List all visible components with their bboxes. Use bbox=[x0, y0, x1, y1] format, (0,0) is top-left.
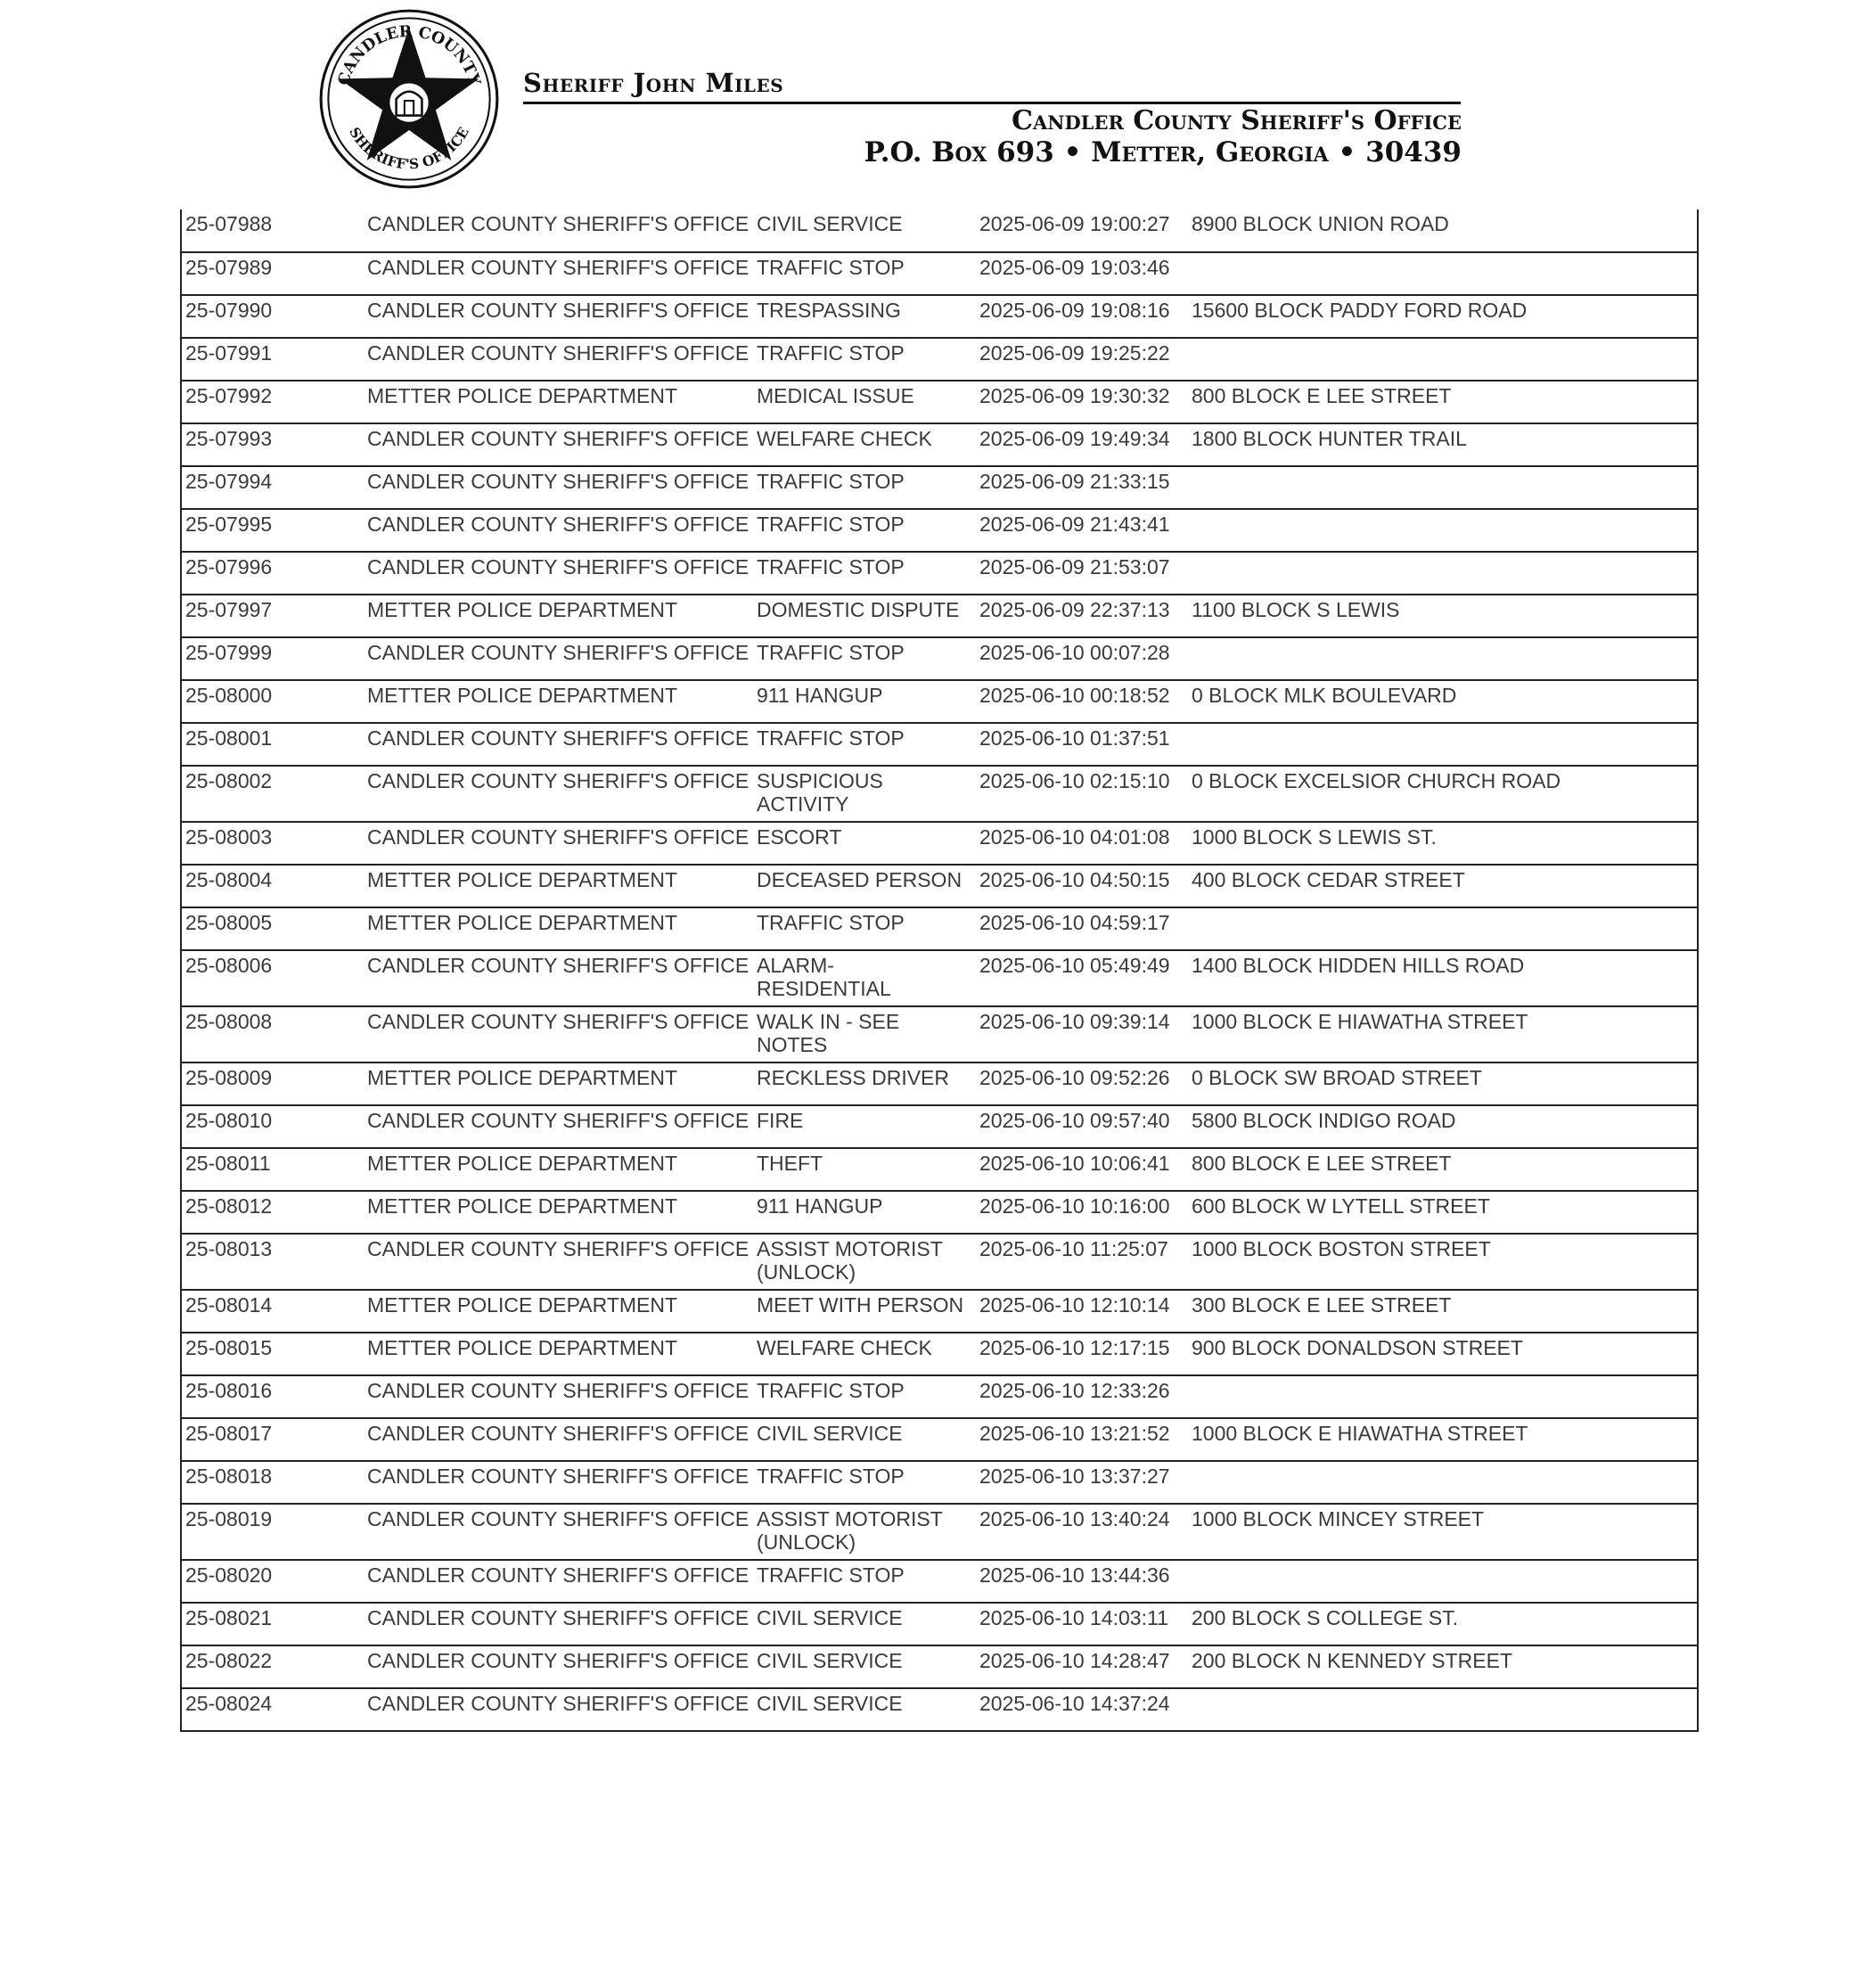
agency-cell: CANDLER COUNTY SHERIFF'S OFFICE bbox=[364, 209, 753, 252]
table-row bbox=[181, 1063, 1698, 1105]
office-name: Candler County Sheriff's Office bbox=[1012, 105, 1462, 136]
call-id-cell: 25-07990 bbox=[181, 295, 364, 338]
call-datetime-cell: 2025-06-10 13:44:36 bbox=[976, 1560, 1188, 1603]
agency-cell: CANDLER COUNTY SHERIFF'S OFFICE bbox=[364, 1461, 753, 1504]
call-id-cell: 25-08000 bbox=[181, 680, 364, 723]
call-type-cell: MEET WITH PERSON bbox=[753, 1290, 976, 1333]
office-address: P.O. Box 693 • Metter, Georgia • 30439 bbox=[864, 136, 1462, 168]
call-datetime-cell: 2025-06-10 04:50:15 bbox=[976, 865, 1188, 907]
table-row bbox=[181, 637, 1698, 680]
call-type-cell: DOMESTIC DISPUTE bbox=[753, 595, 976, 637]
call-location-cell: 800 BLOCK E LEE STREET bbox=[1188, 381, 1698, 423]
call-datetime-cell: 2025-06-10 10:06:41 bbox=[976, 1148, 1188, 1191]
call-datetime-cell: 2025-06-10 04:01:08 bbox=[976, 822, 1188, 865]
call-location-cell: 900 BLOCK DONALDSON STREET bbox=[1188, 1333, 1698, 1375]
call-id-cell: 25-07995 bbox=[181, 509, 364, 552]
table-row bbox=[181, 1560, 1698, 1603]
agency-cell: METTER POLICE DEPARTMENT bbox=[364, 680, 753, 723]
table-row bbox=[181, 1418, 1698, 1461]
agency-cell: METTER POLICE DEPARTMENT bbox=[364, 1290, 753, 1333]
call-type-cell: WALK IN - SEE NOTES bbox=[753, 1006, 976, 1063]
call-type-cell: TRAFFIC STOP bbox=[753, 1461, 976, 1504]
call-location-cell: 1000 BLOCK E HIAWATHA STREET bbox=[1188, 1006, 1698, 1063]
call-id-cell: 25-08013 bbox=[181, 1234, 364, 1290]
call-datetime-cell: 2025-06-10 10:16:00 bbox=[976, 1191, 1188, 1234]
call-type-cell: TRAFFIC STOP bbox=[753, 338, 976, 381]
call-datetime-cell: 2025-06-09 21:43:41 bbox=[976, 509, 1188, 552]
call-type-cell: THEFT bbox=[753, 1148, 976, 1191]
call-id-cell: 25-07997 bbox=[181, 595, 364, 637]
call-id-cell: 25-08002 bbox=[181, 766, 364, 822]
table-row bbox=[181, 865, 1698, 907]
call-datetime-cell: 2025-06-10 12:33:26 bbox=[976, 1375, 1188, 1418]
call-location-cell: 1400 BLOCK HIDDEN HILLS ROAD bbox=[1188, 950, 1698, 1006]
call-datetime-cell: 2025-06-10 09:39:14 bbox=[976, 1006, 1188, 1063]
agency-cell: CANDLER COUNTY SHERIFF'S OFFICE bbox=[364, 552, 753, 595]
agency-cell: CANDLER COUNTY SHERIFF'S OFFICE bbox=[364, 423, 753, 466]
call-type-cell: TRAFFIC STOP bbox=[753, 637, 976, 680]
agency-cell: CANDLER COUNTY SHERIFF'S OFFICE bbox=[364, 822, 753, 865]
agency-cell: CANDLER COUNTY SHERIFF'S OFFICE bbox=[364, 466, 753, 509]
call-datetime-cell: 2025-06-10 13:37:27 bbox=[976, 1461, 1188, 1504]
call-id-cell: 25-08017 bbox=[181, 1418, 364, 1461]
call-type-cell: TRAFFIC STOP bbox=[753, 907, 976, 950]
call-type-cell: 911 HANGUP bbox=[753, 1191, 976, 1234]
call-type-cell: CIVIL SERVICE bbox=[753, 1603, 976, 1645]
call-location-cell bbox=[1188, 1375, 1698, 1418]
call-type-cell: ASSIST MOTORIST (UNLOCK) bbox=[753, 1504, 976, 1560]
call-datetime-cell: 2025-06-10 04:59:17 bbox=[976, 907, 1188, 950]
call-id-cell: 25-08012 bbox=[181, 1191, 364, 1234]
table-row bbox=[181, 381, 1698, 423]
call-datetime-cell: 2025-06-10 00:18:52 bbox=[976, 680, 1188, 723]
call-type-cell: TRAFFIC STOP bbox=[753, 552, 976, 595]
call-id-cell: 25-08022 bbox=[181, 1645, 364, 1688]
call-log-body bbox=[181, 209, 1698, 1731]
table-row bbox=[181, 1148, 1698, 1191]
call-location-cell bbox=[1188, 338, 1698, 381]
call-location-cell: 1000 BLOCK BOSTON STREET bbox=[1188, 1234, 1698, 1290]
sheriff-star-seal bbox=[317, 7, 501, 191]
call-datetime-cell: 2025-06-09 19:03:46 bbox=[976, 252, 1188, 295]
table-row bbox=[181, 423, 1698, 466]
call-datetime-cell: 2025-06-09 19:00:27 bbox=[976, 209, 1188, 252]
table-row bbox=[181, 1234, 1698, 1290]
table-row bbox=[181, 680, 1698, 723]
table-row bbox=[181, 1105, 1698, 1148]
call-type-cell: TRAFFIC STOP bbox=[753, 466, 976, 509]
agency-cell: METTER POLICE DEPARTMENT bbox=[364, 595, 753, 637]
agency-cell: CANDLER COUNTY SHERIFF'S OFFICE bbox=[364, 1560, 753, 1603]
agency-cell: CANDLER COUNTY SHERIFF'S OFFICE bbox=[364, 1375, 753, 1418]
call-id-cell: 25-08005 bbox=[181, 907, 364, 950]
table-row bbox=[181, 252, 1698, 295]
table-row bbox=[181, 1006, 1698, 1063]
call-id-cell: 25-08021 bbox=[181, 1603, 364, 1645]
call-type-cell: TRESPASSING bbox=[753, 295, 976, 338]
call-id-cell: 25-08018 bbox=[181, 1461, 364, 1504]
call-location-cell: 800 BLOCK E LEE STREET bbox=[1188, 1148, 1698, 1191]
agency-cell: CANDLER COUNTY SHERIFF'S OFFICE bbox=[364, 1504, 753, 1560]
agency-cell: CANDLER COUNTY SHERIFF'S OFFICE bbox=[364, 252, 753, 295]
call-type-cell: TRAFFIC STOP bbox=[753, 1375, 976, 1418]
call-datetime-cell: 2025-06-10 05:49:49 bbox=[976, 950, 1188, 1006]
call-id-cell: 25-07994 bbox=[181, 466, 364, 509]
call-id-cell: 25-07996 bbox=[181, 552, 364, 595]
call-location-cell: 400 BLOCK CEDAR STREET bbox=[1188, 865, 1698, 907]
agency-cell: METTER POLICE DEPARTMENT bbox=[364, 1148, 753, 1191]
call-datetime-cell: 2025-06-09 21:33:15 bbox=[976, 466, 1188, 509]
sheriff-name: Sheriff John Miles bbox=[523, 68, 784, 98]
call-location-cell: 600 BLOCK W LYTELL STREET bbox=[1188, 1191, 1698, 1234]
table-row bbox=[181, 209, 1698, 252]
call-type-cell: SUSPICIOUS ACTIVITY bbox=[753, 766, 976, 822]
table-row bbox=[181, 338, 1698, 381]
agency-cell: CANDLER COUNTY SHERIFF'S OFFICE bbox=[364, 1006, 753, 1063]
call-location-cell bbox=[1188, 907, 1698, 950]
seal-bottom-text: SHERIFF'S OFFICE bbox=[346, 124, 472, 173]
call-datetime-cell: 2025-06-09 19:25:22 bbox=[976, 338, 1188, 381]
agency-cell: CANDLER COUNTY SHERIFF'S OFFICE bbox=[364, 509, 753, 552]
call-id-cell: 25-08008 bbox=[181, 1006, 364, 1063]
call-location-cell: 300 BLOCK E LEE STREET bbox=[1188, 1290, 1698, 1333]
call-datetime-cell: 2025-06-10 11:25:07 bbox=[976, 1234, 1188, 1290]
call-type-cell: TRAFFIC STOP bbox=[753, 509, 976, 552]
call-id-cell: 25-07988 bbox=[181, 209, 364, 252]
call-location-cell: 0 BLOCK MLK BOULEVARD bbox=[1188, 680, 1698, 723]
table-row bbox=[181, 1688, 1698, 1731]
call-id-cell: 25-08003 bbox=[181, 822, 364, 865]
table-row bbox=[181, 723, 1698, 766]
call-id-cell: 25-08024 bbox=[181, 1688, 364, 1731]
table-row bbox=[181, 1461, 1698, 1504]
call-location-cell bbox=[1188, 252, 1698, 295]
call-type-cell: CIVIL SERVICE bbox=[753, 1418, 976, 1461]
call-datetime-cell: 2025-06-10 01:37:51 bbox=[976, 723, 1188, 766]
call-type-cell: TRAFFIC STOP bbox=[753, 252, 976, 295]
call-id-cell: 25-08010 bbox=[181, 1105, 364, 1148]
table-row bbox=[181, 552, 1698, 595]
call-datetime-cell: 2025-06-10 14:28:47 bbox=[976, 1645, 1188, 1688]
agency-cell: METTER POLICE DEPARTMENT bbox=[364, 381, 753, 423]
call-type-cell: WELFARE CHECK bbox=[753, 423, 976, 466]
table-row bbox=[181, 1603, 1698, 1645]
call-location-cell bbox=[1188, 509, 1698, 552]
agency-cell: CANDLER COUNTY SHERIFF'S OFFICE bbox=[364, 1603, 753, 1645]
call-location-cell: 5800 BLOCK INDIGO ROAD bbox=[1188, 1105, 1698, 1148]
table-row bbox=[181, 595, 1698, 637]
call-type-cell: FIRE bbox=[753, 1105, 976, 1148]
table-row bbox=[181, 950, 1698, 1006]
table-row bbox=[181, 1290, 1698, 1333]
table-row bbox=[181, 766, 1698, 822]
agency-cell: METTER POLICE DEPARTMENT bbox=[364, 1063, 753, 1105]
call-id-cell: 25-07993 bbox=[181, 423, 364, 466]
call-location-cell: 1000 BLOCK MINCEY STREET bbox=[1188, 1504, 1698, 1560]
call-type-cell: ESCORT bbox=[753, 822, 976, 865]
agency-cell: CANDLER COUNTY SHERIFF'S OFFICE bbox=[364, 1105, 753, 1148]
call-location-cell bbox=[1188, 552, 1698, 595]
agency-cell: METTER POLICE DEPARTMENT bbox=[364, 1333, 753, 1375]
table-row bbox=[181, 1333, 1698, 1375]
call-datetime-cell: 2025-06-10 13:40:24 bbox=[976, 1504, 1188, 1560]
call-location-cell: 8900 BLOCK UNION ROAD bbox=[1188, 209, 1698, 252]
call-location-cell bbox=[1188, 1560, 1698, 1603]
agency-cell: CANDLER COUNTY SHERIFF'S OFFICE bbox=[364, 950, 753, 1006]
call-id-cell: 25-07999 bbox=[181, 637, 364, 680]
table-row bbox=[181, 466, 1698, 509]
call-location-cell bbox=[1188, 723, 1698, 766]
table-row bbox=[181, 1645, 1698, 1688]
agency-cell: CANDLER COUNTY SHERIFF'S OFFICE bbox=[364, 637, 753, 680]
table-row bbox=[181, 822, 1698, 865]
call-id-cell: 25-07989 bbox=[181, 252, 364, 295]
call-location-cell bbox=[1188, 1461, 1698, 1504]
agency-cell: METTER POLICE DEPARTMENT bbox=[364, 865, 753, 907]
call-location-cell bbox=[1188, 466, 1698, 509]
call-datetime-cell: 2025-06-09 21:53:07 bbox=[976, 552, 1188, 595]
call-log-table bbox=[180, 209, 1699, 1732]
call-location-cell bbox=[1188, 1688, 1698, 1731]
call-datetime-cell: 2025-06-10 02:15:10 bbox=[976, 766, 1188, 822]
agency-cell: CANDLER COUNTY SHERIFF'S OFFICE bbox=[364, 295, 753, 338]
call-id-cell: 25-07991 bbox=[181, 338, 364, 381]
agency-cell: CANDLER COUNTY SHERIFF'S OFFICE bbox=[364, 1234, 753, 1290]
call-location-cell: 1800 BLOCK HUNTER TRAIL bbox=[1188, 423, 1698, 466]
agency-cell: METTER POLICE DEPARTMENT bbox=[364, 1191, 753, 1234]
letterhead bbox=[0, 0, 1876, 205]
call-datetime-cell: 2025-06-10 09:57:40 bbox=[976, 1105, 1188, 1148]
call-id-cell: 25-08015 bbox=[181, 1333, 364, 1375]
agency-cell: CANDLER COUNTY SHERIFF'S OFFICE bbox=[364, 1418, 753, 1461]
call-type-cell: MEDICAL ISSUE bbox=[753, 381, 976, 423]
table-row bbox=[181, 907, 1698, 950]
header-divider bbox=[523, 102, 1461, 104]
agency-cell: CANDLER COUNTY SHERIFF'S OFFICE bbox=[364, 338, 753, 381]
table-row bbox=[181, 1504, 1698, 1560]
call-location-cell bbox=[1188, 637, 1698, 680]
call-type-cell: TRAFFIC STOP bbox=[753, 1560, 976, 1603]
call-id-cell: 25-08014 bbox=[181, 1290, 364, 1333]
call-datetime-cell: 2025-06-10 13:21:52 bbox=[976, 1418, 1188, 1461]
call-type-cell: CIVIL SERVICE bbox=[753, 209, 976, 252]
call-datetime-cell: 2025-06-10 09:52:26 bbox=[976, 1063, 1188, 1105]
call-location-cell: 200 BLOCK N KENNEDY STREET bbox=[1188, 1645, 1698, 1688]
seal-top-text: CANDLER COUNTY bbox=[334, 22, 484, 88]
call-datetime-cell: 2025-06-09 19:49:34 bbox=[976, 423, 1188, 466]
call-type-cell: CIVIL SERVICE bbox=[753, 1645, 976, 1688]
agency-cell: CANDLER COUNTY SHERIFF'S OFFICE bbox=[364, 1688, 753, 1731]
table-row bbox=[181, 1191, 1698, 1234]
call-type-cell: TRAFFIC STOP bbox=[753, 723, 976, 766]
call-datetime-cell: 2025-06-09 22:37:13 bbox=[976, 595, 1188, 637]
call-datetime-cell: 2025-06-10 14:37:24 bbox=[976, 1688, 1188, 1731]
call-location-cell: 1000 BLOCK E HIAWATHA STREET bbox=[1188, 1418, 1698, 1461]
call-id-cell: 25-07992 bbox=[181, 381, 364, 423]
call-id-cell: 25-08006 bbox=[181, 950, 364, 1006]
call-type-cell: WELFARE CHECK bbox=[753, 1333, 976, 1375]
table-row bbox=[181, 1375, 1698, 1418]
call-location-cell: 1100 BLOCK S LEWIS bbox=[1188, 595, 1698, 637]
call-location-cell: 200 BLOCK S COLLEGE ST. bbox=[1188, 1603, 1698, 1645]
call-id-cell: 25-08016 bbox=[181, 1375, 364, 1418]
table-row bbox=[181, 509, 1698, 552]
call-datetime-cell: 2025-06-10 12:10:14 bbox=[976, 1290, 1188, 1333]
call-type-cell: ALARM- RESIDENTIAL bbox=[753, 950, 976, 1006]
call-datetime-cell: 2025-06-10 12:17:15 bbox=[976, 1333, 1188, 1375]
agency-cell: CANDLER COUNTY SHERIFF'S OFFICE bbox=[364, 766, 753, 822]
call-id-cell: 25-08019 bbox=[181, 1504, 364, 1560]
agency-cell: METTER POLICE DEPARTMENT bbox=[364, 907, 753, 950]
call-type-cell: 911 HANGUP bbox=[753, 680, 976, 723]
agency-cell: CANDLER COUNTY SHERIFF'S OFFICE bbox=[364, 723, 753, 766]
call-type-cell: DECEASED PERSON bbox=[753, 865, 976, 907]
table-row bbox=[181, 295, 1698, 338]
agency-cell: CANDLER COUNTY SHERIFF'S OFFICE bbox=[364, 1645, 753, 1688]
call-location-cell: 15600 BLOCK PADDY FORD ROAD bbox=[1188, 295, 1698, 338]
call-datetime-cell: 2025-06-10 14:03:11 bbox=[976, 1603, 1188, 1645]
call-location-cell: 1000 BLOCK S LEWIS ST. bbox=[1188, 822, 1698, 865]
call-id-cell: 25-08011 bbox=[181, 1148, 364, 1191]
call-id-cell: 25-08009 bbox=[181, 1063, 364, 1105]
call-datetime-cell: 2025-06-09 19:30:32 bbox=[976, 381, 1188, 423]
call-id-cell: 25-08020 bbox=[181, 1560, 364, 1603]
call-datetime-cell: 2025-06-09 19:08:16 bbox=[976, 295, 1188, 338]
call-type-cell: ASSIST MOTORIST (UNLOCK) bbox=[753, 1234, 976, 1290]
call-location-cell: 0 BLOCK SW BROAD STREET bbox=[1188, 1063, 1698, 1105]
call-id-cell: 25-08004 bbox=[181, 865, 364, 907]
call-type-cell: CIVIL SERVICE bbox=[753, 1688, 976, 1731]
call-datetime-cell: 2025-06-10 00:07:28 bbox=[976, 637, 1188, 680]
call-type-cell: RECKLESS DRIVER bbox=[753, 1063, 976, 1105]
call-location-cell: 0 BLOCK EXCELSIOR CHURCH ROAD bbox=[1188, 766, 1698, 822]
call-id-cell: 25-08001 bbox=[181, 723, 364, 766]
